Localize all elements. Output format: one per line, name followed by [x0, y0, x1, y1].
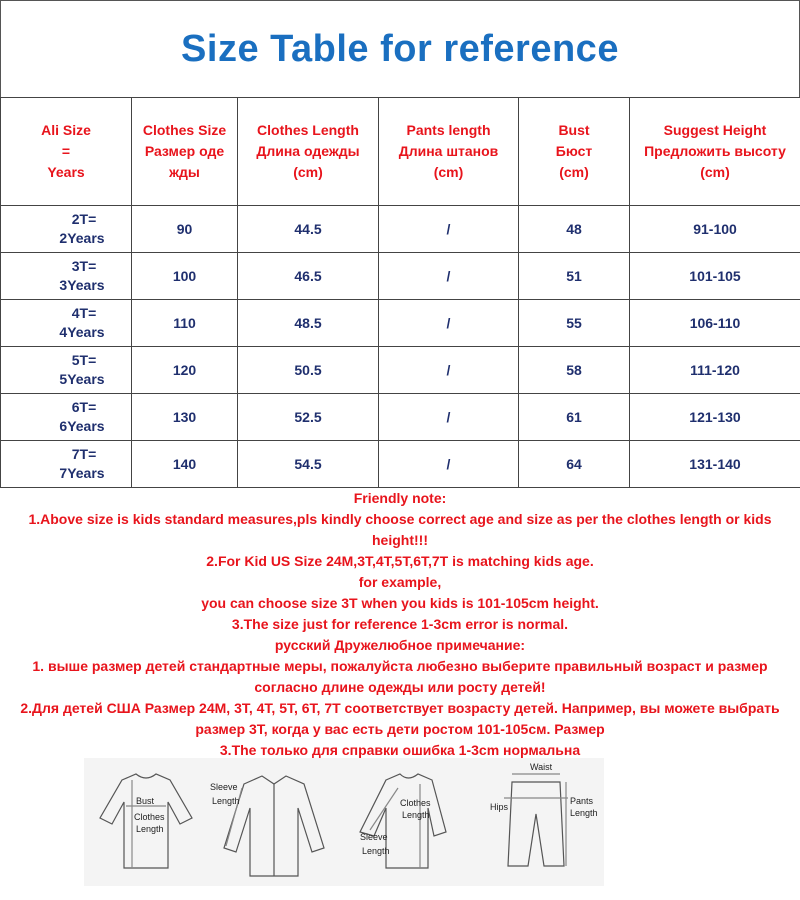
- header-line: Размер оде: [144, 143, 225, 159]
- pants-length-cell: /: [379, 394, 519, 441]
- clothes-length-b-label: Clothes: [400, 798, 431, 808]
- age-cell: [1, 347, 132, 394]
- age-cell: [1, 206, 132, 253]
- note-line: русский Дружелюбное примечание:: [274, 637, 526, 653]
- title-box: [0, 0, 800, 98]
- age-cell: [1, 441, 132, 488]
- table-row: [1, 206, 800, 253]
- pants-length-label: Length: [570, 808, 598, 818]
- header-line: (cm): [700, 164, 730, 180]
- sleeve-b-label: Sleeve: [360, 832, 388, 842]
- suggest-height-cell: 131-140: [630, 441, 800, 488]
- header-line: Бюст: [555, 143, 593, 159]
- shirt-diagram: [224, 776, 324, 876]
- bust-cell: 48: [519, 206, 630, 253]
- age-code: 5T=: [71, 352, 97, 368]
- clothes-length-label: Length: [136, 824, 164, 834]
- suggest-height-cell: 91-100: [630, 206, 800, 253]
- header-line: Длина штанов: [398, 143, 499, 159]
- note-line: 3.The только для справки ошибка 1-3cm нормальна: [219, 742, 581, 758]
- note-line: 2.Для детей США Размер 24M, 3T, 4T, 5T, 6T, 7T соответствует возрасту детей. Например, вы можете выбрать размер 3T, когда у вас есть дети ростом 101-105см. Размер: [20, 700, 780, 737]
- clothes-length-label: Clothes: [134, 812, 165, 822]
- pants-length-cell: /: [379, 206, 519, 253]
- note-line: for example,: [358, 574, 442, 590]
- sleeve-label: Length: [212, 796, 240, 806]
- bust-cell: 58: [519, 347, 630, 394]
- clothes-size-cell: 100: [132, 253, 238, 300]
- clothes-size-cell: 110: [132, 300, 238, 347]
- suggest-height-cell: 121-130: [630, 394, 800, 441]
- header-line: Pants length: [406, 122, 491, 138]
- clothes-size-cell: 120: [132, 347, 238, 394]
- pants-length-cell: /: [379, 441, 519, 488]
- size-table: [0, 97, 800, 488]
- clothes-length-cell: 52.5: [238, 394, 379, 441]
- table-row: [1, 441, 800, 488]
- note-line: 3.The size just for reference 1-3cm error is normal.: [231, 616, 569, 632]
- clothes-size-cell: 140: [132, 441, 238, 488]
- friendly-notes: [0, 488, 800, 758]
- table-row: [1, 253, 800, 300]
- table-row: [1, 300, 800, 347]
- bust-label: Bust: [136, 796, 155, 806]
- suggest-height-cell: 101-105: [630, 253, 800, 300]
- shorts-diagram: [504, 774, 568, 866]
- note-line: you can choose size 3T when you kids is 101-105cm height.: [201, 595, 599, 611]
- bust-cell: 55: [519, 300, 630, 347]
- age-code: 2T=: [71, 211, 97, 227]
- age-cell: [1, 300, 132, 347]
- suggest-height-cell: 106-110: [630, 300, 800, 347]
- age-years: 4Years: [59, 324, 105, 340]
- pants-length-cell: /: [379, 253, 519, 300]
- clothes-length-cell: 54.5: [238, 441, 379, 488]
- pants-length-cell: /: [379, 347, 519, 394]
- sleeve-label: Sleeve: [210, 782, 238, 792]
- pants-length-label: Pants: [570, 796, 594, 806]
- header-line: Clothes Length: [257, 122, 359, 138]
- page-title: Size Table for reference: [181, 28, 619, 70]
- header-line: Clothes Size: [142, 122, 227, 138]
- clothes-length-cell: 50.5: [238, 347, 379, 394]
- hips-label: Hips: [490, 802, 509, 812]
- clothes-length-cell: 44.5: [238, 206, 379, 253]
- age-years: 2Years: [59, 230, 105, 246]
- header-line: (cm): [433, 164, 464, 180]
- clothes-length-cell: 48.5: [238, 300, 379, 347]
- age-code: 3T=: [71, 258, 97, 274]
- waist-label: Waist: [530, 762, 553, 772]
- header-clothes-size: [132, 98, 238, 206]
- header-line: (cm): [559, 164, 589, 180]
- table-row: [1, 347, 800, 394]
- clothes-size-cell: 90: [132, 206, 238, 253]
- age-years: 5Years: [59, 371, 105, 387]
- age-years: 3Years: [59, 277, 105, 293]
- header-ali-size: [1, 98, 132, 206]
- age-cell: [1, 394, 132, 441]
- header-bust: [519, 98, 630, 206]
- note-line: 1. выше размер детей стандартные меры, пожалуйста любезно выберите правильный возраст и размер согласно длине одежды или росту детей!: [32, 658, 768, 695]
- header-line: Bust: [558, 122, 590, 138]
- header-line: (cm): [293, 164, 323, 180]
- suggest-height-cell: 111-120: [630, 347, 800, 394]
- age-years: 7Years: [59, 465, 105, 481]
- clothes-size-cell: 130: [132, 394, 238, 441]
- header-line: Suggest Height: [663, 122, 767, 138]
- bust-cell: 61: [519, 394, 630, 441]
- note-line: 1.Above size is kids standard measures,pls kindly choose correct age and size as per the clothes length or kids height!!!: [28, 511, 772, 548]
- age-cell: [1, 253, 132, 300]
- header-line: =: [61, 143, 71, 159]
- header-line: Длина одежды: [256, 143, 360, 159]
- note-line: Friendly note:: [353, 490, 447, 506]
- header-line: Ali Size: [41, 122, 91, 138]
- header-pants-length: [379, 98, 519, 206]
- table-row: [1, 394, 800, 441]
- measurement-svg: [84, 758, 604, 886]
- header-line: Предложить высоту: [644, 143, 786, 159]
- bust-cell: 64: [519, 441, 630, 488]
- bust-cell: 51: [519, 253, 630, 300]
- header-line: Years: [47, 164, 85, 180]
- age-code: 6T=: [71, 399, 97, 415]
- pants-length-cell: /: [379, 300, 519, 347]
- age-years: 6Years: [59, 418, 105, 434]
- clothes-length-b-label: Length: [402, 810, 430, 820]
- clothes-length-cell: 46.5: [238, 253, 379, 300]
- age-code: 4T=: [71, 305, 97, 321]
- header-clothes-length: [238, 98, 379, 206]
- measurement-diagrams: [84, 758, 604, 886]
- sleeve-b-label: Length: [362, 846, 390, 856]
- header-row: [1, 98, 800, 206]
- header-suggest-height: [630, 98, 800, 206]
- header-line: жды: [169, 164, 200, 180]
- age-code: 7T=: [71, 446, 97, 462]
- note-line: 2.For Kid US Size 24M,3T,4T,5T,6T,7T is matching kids age.: [206, 553, 594, 569]
